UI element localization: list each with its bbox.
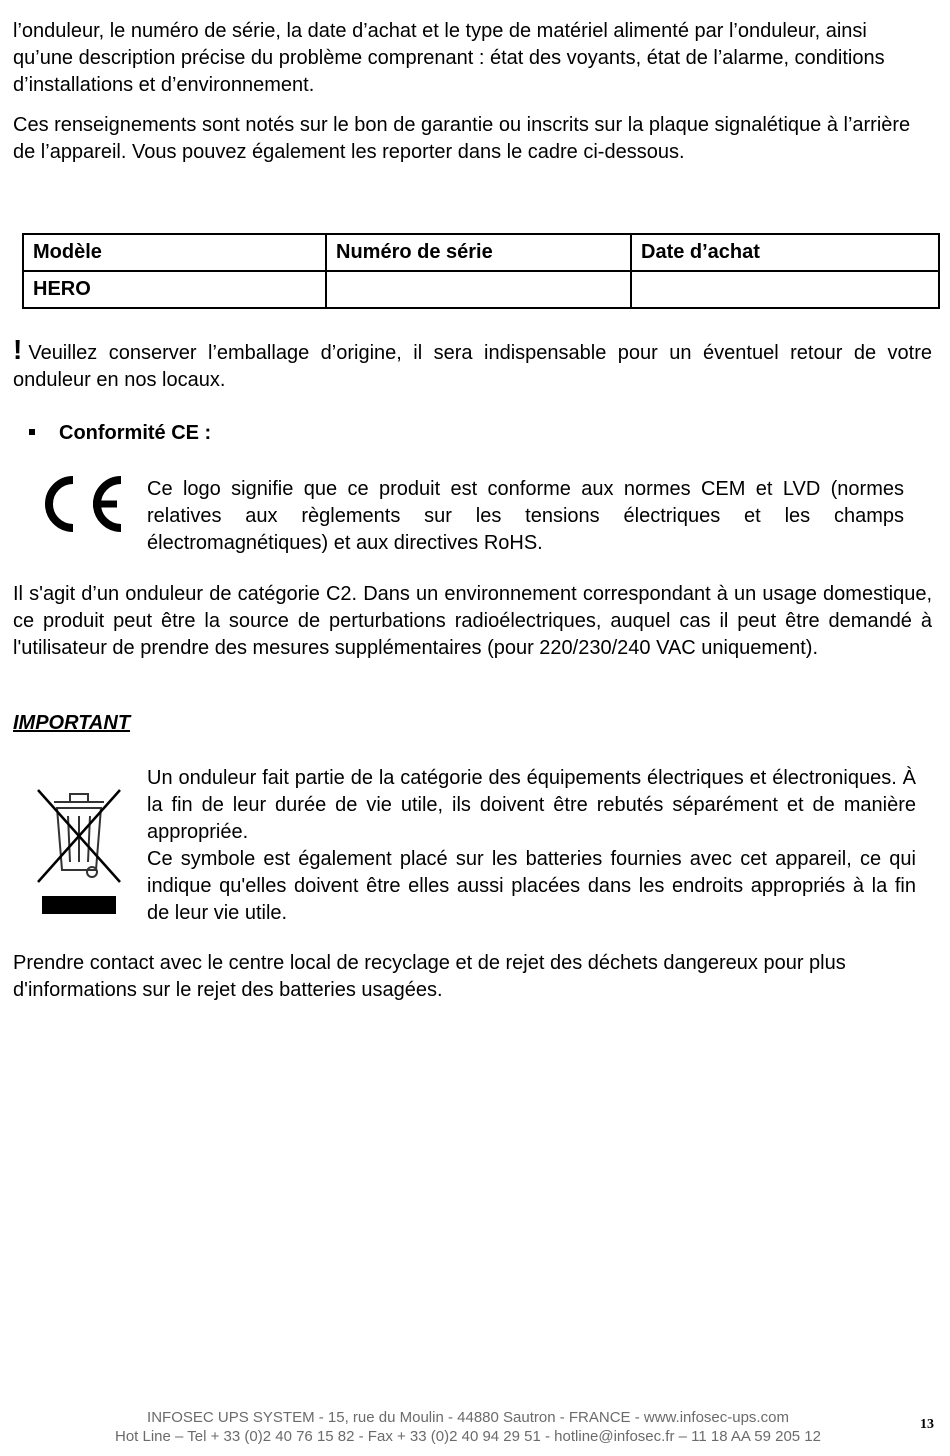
packaging-notice <box>13 334 932 394</box>
cell-serial-number <box>326 271 631 308</box>
exclamation-mark: ! <box>13 334 23 365</box>
product-info-table <box>22 233 940 309</box>
weee-text-block <box>147 765 916 927</box>
important-heading: IMPORTANT <box>13 712 131 734</box>
footer-address: INFOSEC UPS SYSTEM - 15, rue du Moulin - 44880 Sautron - FRANCE - www.infosec-ups.com <box>147 1409 789 1426</box>
recycling-contact-paragraph: Prendre contact avec le centre local de recyclage et de rejet des déchets dangereux pour plus d'informations sur le rejet des batteries usagées. <box>13 952 846 1001</box>
weee-disposal-text: Un onduleur fait partie de la catégorie des équipements électriques et électroniques. À la fin de leur durée de vie utile, ils doivent être rebutés séparément et de manière appropriée. <box>147 767 916 843</box>
ce-heading-text: Conformité CE : <box>59 422 212 444</box>
ce-logo-description: Ce logo signifie que ce produit est conforme aux normes CEM et LVD (normes relatives aux règlements sur les tensions électriques et les champs électromagnétiques) et aux directives RoHS. <box>147 478 904 554</box>
square-bullet-icon <box>29 429 35 435</box>
ups-category-paragraph: Il s'agit d’un onduleur de catégorie C2. Dans un environnement correspondant à un usage domestique, ce produit peut être la source de perturbations radioélectriques, auquel cas il peut être demandé à l'utilisateur de prendre des mesures supplémentaires (pour 220/230/240 VAC uniquement). <box>13 583 932 659</box>
weee-battery-text: Ce symbole est également placé sur les batteries fournies avec cet appareil, ce qui indique qu'elles doivent être elles aussi placées dans les endroits appropriés à la fin de leur vie utile. <box>147 848 916 924</box>
page-footer <box>0 1408 936 1446</box>
cell-purchase-date <box>631 271 939 308</box>
header-serial-number: Numéro de série <box>326 234 631 271</box>
crossed-out-wheelie-bin-icon <box>34 782 124 922</box>
page-number: 13 <box>920 1417 934 1432</box>
cell-model: HERO <box>23 271 326 308</box>
info-location-paragraph: Ces renseignements sont notés sur le bon de garantie ou inscrits sur la plaque signalétique à l’arrière de l’appareil. Vous pouvez également les reporter dans le cadre ci-dessous. <box>13 114 911 163</box>
intro-continued-paragraph: l’onduleur, le numéro de série, la date d’achat et le type de matériel alimenté par l’onduleur, ainsi qu’une description précise du problème comprenant : état des voyants, état de l’alarme, conditions d’installations et d’environnement. <box>13 20 885 96</box>
ce-mark-icon <box>38 472 126 536</box>
footer-contact: Hot Line – Tel + 33 (0)2 40 76 15 82 - Fax + 33 (0)2 40 94 29 51 - hotline@infosec.fr – 11 18 AA 59 205 12 <box>115 1428 821 1445</box>
header-model: Modèle <box>23 234 326 271</box>
header-purchase-date: Date d’achat <box>631 234 939 271</box>
packaging-notice-text: Veuillez conserver l’emballage d’origine, il sera indispensable pour un éventuel retour de votre onduleur en nos locaux. <box>13 342 932 391</box>
table-row <box>23 271 939 308</box>
ce-conformity-heading <box>29 422 211 445</box>
table-header-row <box>23 234 939 271</box>
